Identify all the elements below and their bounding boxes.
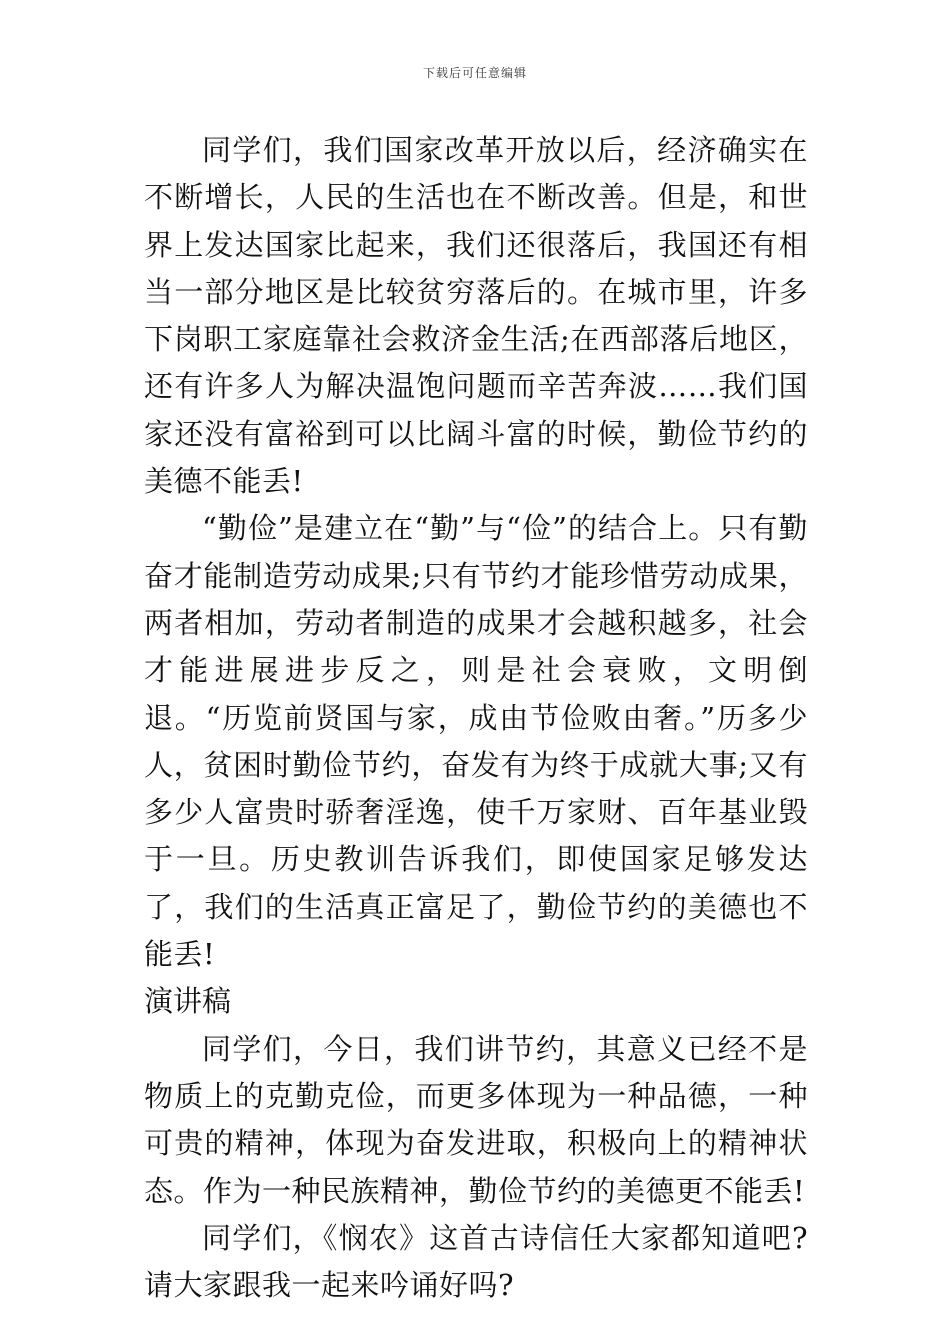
speech-label: 演讲稿 [144,984,232,1019]
document-body [144,127,808,1309]
paragraph-3: 同学们，今日，我们讲节约，其意义已经不是物质上的克勤克俭，而更多体现为一种品德，一种可贵的精神，体现为奋发进取，积极向上的精神状态。作为一种民族精神，勤俭节约的美德更不能丢! [144,1031,808,1208]
page-header-note: 下载后可任意编辑 [422,66,527,80]
paragraph-2: “勤俭”是建立在“勤”与“俭”的结合上。只有勤奋才能制造劳动成果;只有节约才能珍惜劳动成果，两者相加，劳动者制造的成果才会越积越多，社会才能进展进步反之，则是社会衰败，文明倒退。“历览前贤国与家，成由节俭败由奢。”历多少人，贫困时勤俭节约，奋发有为终于成就大事;又有多少人富贵时骄奢淫逸，使千万家财、百年基业毁于一旦。历史教训告诉我们，即使国家足够发达了，我们的生活真正富足了，勤俭节约的美德也不能丢! [144,511,808,972]
paragraph-1: 同学们，我们国家改革开放以后，经济确实在不断增长，人民的生活也在不断改善。但是，和世界上发达国家比起来，我们还很落后，我国还有相当一部分地区是比较贫穷落后的。在城市里，许多下岗职工家庭靠社会救济金生活;在西部落后地区，还有许多人为解决温饱问题而辛苦奔波……我们国家还没有富裕到可以比阔斗富的时候，勤俭节约的美德不能丢! [144,133,808,499]
paragraph-4: 同学们，《悯农》这首古诗信任大家都知道吧?请大家跟我一起来吟诵好吗? [144,1220,808,1303]
